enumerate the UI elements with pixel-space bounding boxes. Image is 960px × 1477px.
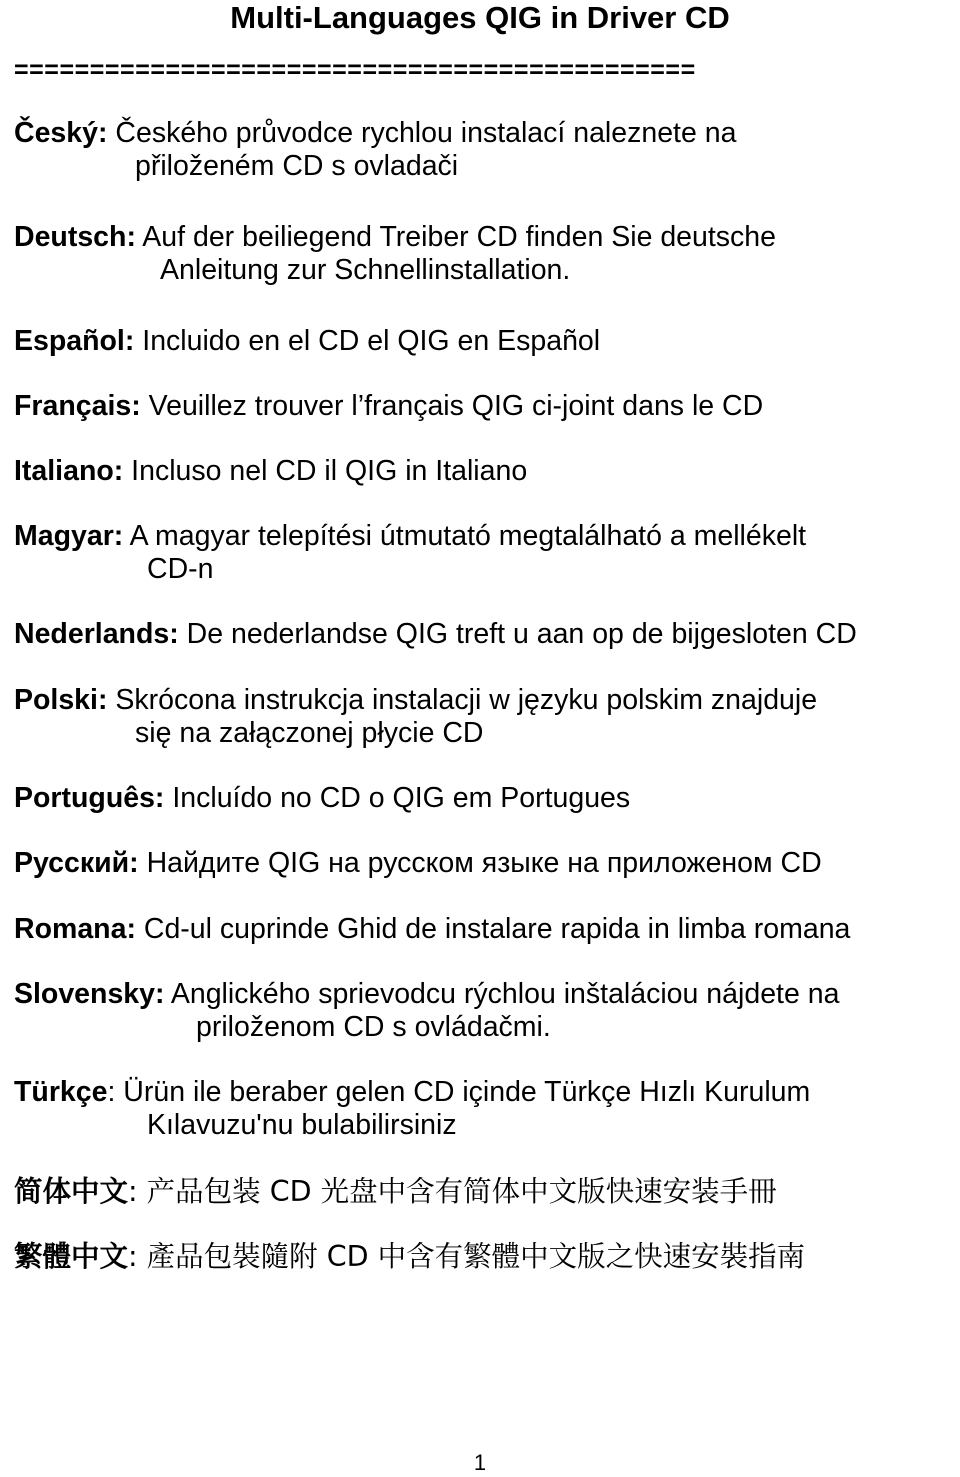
entry-hungarian [14,520,806,586]
language-label: Italiano: [14,455,124,487]
language-label: Magyar: [14,520,124,552]
entry-turkish [14,1076,810,1142]
entry-text: Anglického sprievodcu rýchlou inštaláciou nájdete na [164,978,840,1010]
language-label: 简体中文 [14,1175,129,1208]
entry-text: Incluso nel CD il QIG in Italiano [123,455,528,487]
entry-text-continued: Anleitung zur Schnellinstallation. [160,254,571,286]
page-title: Multi-Languages QIG in Driver CD [230,0,730,35]
entry-text: 產品包裝隨附 CD 中含有繁體中文版之快速安裝指南 [137,1240,806,1273]
language-label: Polski: [14,684,108,716]
label-colon: : [128,1240,138,1273]
language-label: Türkçe [14,1076,108,1108]
entry-text: Ürün ile beraber gelen CD içinde Türkçe Hızlı Kurulum [115,1076,811,1108]
language-label: Romana: [14,913,136,945]
language-label: Český: [14,117,108,149]
entry-text: Incluido en el CD el QIG en Español [134,325,601,357]
entry-simplified-chinese [14,1175,777,1208]
entry-text-continued: priloženom CD s ovládačmi. [196,1011,551,1043]
entry-text: Найдите QIG на русском языке на приложеном CD [138,847,822,879]
language-label: 繁體中文 [14,1240,129,1273]
language-label: Slovensky: [14,978,165,1010]
entry-text-continued: Kılavuzu'nu bulabilirsiniz [147,1109,457,1141]
entry-text: Auf der beiliegend Treiber CD finden Sie deutsche [135,221,777,253]
entry-italian [14,455,527,488]
entry-text: A magyar telepítési útmutató megtalálható a mellékelt [123,520,807,552]
entry-text: Incluído no CD o QIG em Portugues [164,782,631,814]
entry-text: Cd-ul cuprinde Ghid de instalare rapida in limba romana [135,913,851,945]
entry-text: De nederlandse QIG treft u aan op de bijgesloten CD [178,618,857,650]
entry-slovak [14,978,839,1044]
entry-text-continued: přiloženém CD s ovladači [135,150,459,182]
language-label: Português: [14,782,165,814]
language-label: Français: [14,390,141,422]
entry-text-continued: się na załączonej płycie CD [135,717,484,749]
entry-russian [14,847,822,880]
entry-text: Českého průvodce rychlou instalací naleznete na [107,117,737,149]
language-label: Español: [14,325,135,357]
page-number: 1 [473,1450,487,1475]
entry-spanish [14,325,600,358]
entry-text: 产品包装 CD 光盘中含有简体中文版快速安装手冊 [137,1175,777,1208]
language-label: Deutsch: [14,221,136,253]
entry-polish [14,684,817,750]
entry-text: Skrócona instrukcja instalacji w języku polskim znajduje [107,684,818,716]
entry-text: Veuillez trouver l’français QIG ci-joint dans le CD [140,390,764,422]
entry-traditional-chinese [14,1240,805,1273]
entry-czech [14,117,736,183]
entry-french [14,390,763,423]
label-colon: : [107,1076,116,1108]
entry-dutch [14,618,857,651]
label-colon: : [128,1175,138,1208]
entry-portuguese [14,782,630,815]
entry-german [14,221,776,287]
entry-romanian [14,913,850,946]
language-label: Русский: [14,847,139,879]
entry-text-continued: CD-n [147,553,214,585]
separator-line: ============================================= [14,56,696,84]
language-label: Nederlands: [14,618,179,650]
